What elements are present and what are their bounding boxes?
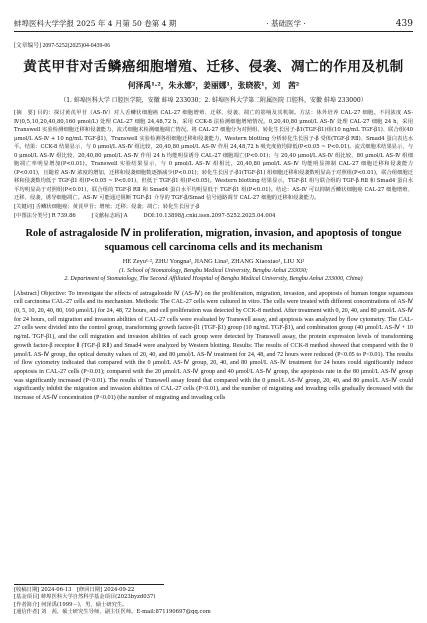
english-abstract: [Abstract] Objective: To investigate the effects of astragaloside Ⅳ (AS-Ⅳ) on the proliferation, migration, invasion, and apoptosis of human tongue squamous cell carcinoma CAL-27 cells and its mechanism. Methods: The CAL-27 cells were cultured in vitro. The cells were treated with different concentrations of AS-Ⅳ (0, 5, 10, 20, 40, 80, 160 μmol/L) for 24, 48, 72 hours, and cell proliferation was detected by CCK-8 method. After treatment with 0, 20, 40, and 80 μmol/L AS-Ⅳ for 24 hours, cell migration and invasion abilities of CAL-27 cells were evaluated by Transwell assay, and apoptosis was analyzed by flow cytometry. The CAL-27 cells were divided into the control group, transforming growth factor-β1 (TGF-β1) group (10 ng/mL TGF-β1), and combination group (40 μmol/L AS-Ⅳ + 10 ng/mL TGF-β1), and the cell migration and invasion abilities of each group were detected by Transwell assay, the protein expression levels of transforming growth factor-β receptor Ⅱ (TGF-β RⅡ) and Smad4 were analyzed by Western blotting. Results: The results of CCK-8 method showed that compared with the 0 μmol/L AS-Ⅳ group, the optical density values of 20, 40, and 80 μmol/L AS-Ⅳ treatment for 24, 48, and 72 hours were reduced (P<0.05 to P<0.01). The results of flow cytometry indicated that compared with the 0 μmol/L AS-Ⅳ group, 20, 40, and 80 μmol/L AS-Ⅳ treatment for 24 hours could significantly induce apoptosis in CAL-27 cells (P<0.01); compared with the 20 μmol/L AS-Ⅳ group and 40 μmol/L AS-Ⅳ group, the apoptosis rate in the 80 μmol/L AS-Ⅳ group was significantly increased (P<0.01). The results of Transwell assay found that compared with the 0 μmol/L AS-Ⅳ group, 20, 40, and 80 μmol/L AS-Ⅳ could significantly inhibit the migration and invasion abilities of CAL-27 cells (P<0.01), and the number of migrating and invading cells gradually decreased with the increase of AS-Ⅳ concentration (P<0.01) (the number of migrating and invading cells	[14, 290, 413, 402]
english-affiliation-line: (1. School of Stomatology, Bengbu Medical University, Bengbu Anhui 233030;	[119, 268, 308, 275]
footnote-line: [基金项目] 蚌埠医科大学自然科学基金项目(2023byzd037)	[14, 594, 156, 601]
page-number: 439	[395, 19, 413, 29]
author-list: 何泽禹¹·²，朱永娜²，姜丽娜¹，张晓筱¹，刘 茜²	[127, 81, 300, 90]
footnote-line: [收稿日期] 2024-06-13 [修回日期] 2024-09-22	[14, 586, 135, 593]
english-title: Role of astragaloside Ⅳ in proliferation, migration, invasion, and apoptosis of tongue squamous cell carcinoma cells and its mechanism	[25, 228, 402, 254]
english-affiliation	[14, 267, 413, 283]
running-header	[14, 0, 413, 29]
footnote-rule	[14, 584, 164, 585]
footnote-line: [作者简介] 何泽禹(1999－)，男，硕士研究生。	[14, 601, 128, 608]
footnotes	[14, 584, 413, 617]
english-affiliation-line: 2. Department of Stomatology, The Second Affiliated Hospital of Bengbu Medical University, Bengbu Anhui 233000, China)	[64, 276, 363, 283]
classification-line	[14, 212, 413, 221]
article-meta	[14, 40, 413, 49]
doc-mark: [文献标志码] A	[91, 212, 128, 219]
journal-name: 蚌埠医科大学学报 2025 年 4 月第 50 卷第 4 期	[14, 19, 177, 28]
article-title: 黄芪甲苷对舌鳞癌细胞增殖、迁移、侵袭、凋亡的作用及机制	[23, 59, 404, 75]
doi: DOI:10.13898/j.cnki.issn.2097-5252.2025.04.004	[143, 212, 276, 219]
section-label: · 基础医学 ·	[266, 19, 306, 28]
header-rule	[14, 31, 413, 32]
doc-code: [文章编号] 2097-5252(2025)04-0439-06	[14, 43, 111, 49]
clc-number: [中图法分类号] R 739.86	[14, 212, 76, 219]
chinese-keywords: [关键词] 舌鳞状细胞癌；黄芪甲苷；增殖；迁移；侵袭；凋亡；转化生长因子-β	[14, 204, 200, 211]
affiliation: （1. 蚌埠医科大学 口腔医学院，安徽 蚌埠 233030；2. 蚌埠医科大学第二附属医院 口腔科，安徽 蚌埠 233000）	[60, 97, 367, 104]
footnote-line: [通信作者] 刘 茜，硕士研究生导师，副主任医师。E-mail:871190697@qq.com	[14, 609, 211, 616]
english-authors: HE Zeyu¹·², ZHU Yongna², JIANG Lina¹, ZHANG Xiaoxiao¹, LIU Xi²	[122, 258, 305, 266]
chinese-abstract: [摘 要] 目的：探讨黄芪甲苷（AS-Ⅳ）对人舌鳞状细胞癌 CAL-27 细胞增殖、迁移、侵袭、凋亡的影响及其机制。方法：体外培养 CAL-27 细胞。不同浓度 AS-Ⅳ(0,5,10,20,40,80,160 μmol/L) 处理 CAL-27 细胞 24,48,72 h，采用 CCK-8 法检测细胞增殖情况。0,20,40,80 μmol/L AS-Ⅳ 处理 CAL-27 细胞 24 h，采用 Transwell 实验检测细胞迁移和侵袭能力，流式细胞术检测细胞凋亡情况。将 CAL-27 细胞分为对照组、转化生长因子-β1(TGF-β1)组(10 ng/mL TGF-β1)、联合组(40 μmol/L AS-Ⅳ + 10 ng/mL TGF-β1)，Transwell 实验检测各组细胞迁移和侵袭能力，Western blotting 分析转化生长因子-β 受体(TGF-β RⅡ)、Smad4 蛋白表达水平。结果：CCK-8 结果显示，与 0 μmol/L AS-Ⅳ 组比较，20,40,80 μmol/L AS-Ⅳ 作用 24,48,72 h 吸光度值均降低(P<0.05 ~ P<0.01)。流式细胞术结果显示，与 0 μmol/L AS-Ⅳ 组比较，20,40,80 μmol/L AS-Ⅳ 作用 24 h 均能明显诱导 CAL-27 细胞凋亡(P<0.01)；与 20,40 μmol/L AS-Ⅳ 组比较，80 μmol/L AS-Ⅳ 组细胞凋亡率明显增加(P<0.01)。Transwell 实验结果显示，与 0 μmol/L AS-Ⅳ 组相比，20,40,80 μmol/L AS-Ⅳ 均能明显抑制 CAL-27 细胞迁移和侵袭能力(P<0.01)，且随着 AS-Ⅳ 浓度的增加，迁移和侵袭细胞数逐渐减少(P<0.01)；转化生长因子-β1(TGF-β1) 组细胞迁移和侵袭数明显高于对照组(P<0.01)，联合组细胞迁移和侵袭数均低于 TGF-β1 组(P<0.05 ~ P<0.01)，但低于 TGF-β1 组(P<0.05)。Western blotting 结果显示，TGF-β1 组与联合组的 TGF-β RⅡ 和 Smad4 蛋白水平均明显高于对照组(P<0.01)，联合组的 TGF-β RⅡ 和 Smad4 蛋白水平均明显低于 TGF-β1 组(P<0.01)。结论：AS-Ⅳ 可以抑制舌鳞状细胞癌 CAL-27 细胞增殖、迁移、侵袭，诱导细胞凋亡。AS-Ⅳ 可能通过阻断 TGF-β1 介导的 TGF-β/Smad 信号通路调节 CAL-27 细胞的迁移和侵袭能力。	[14, 110, 413, 202]
